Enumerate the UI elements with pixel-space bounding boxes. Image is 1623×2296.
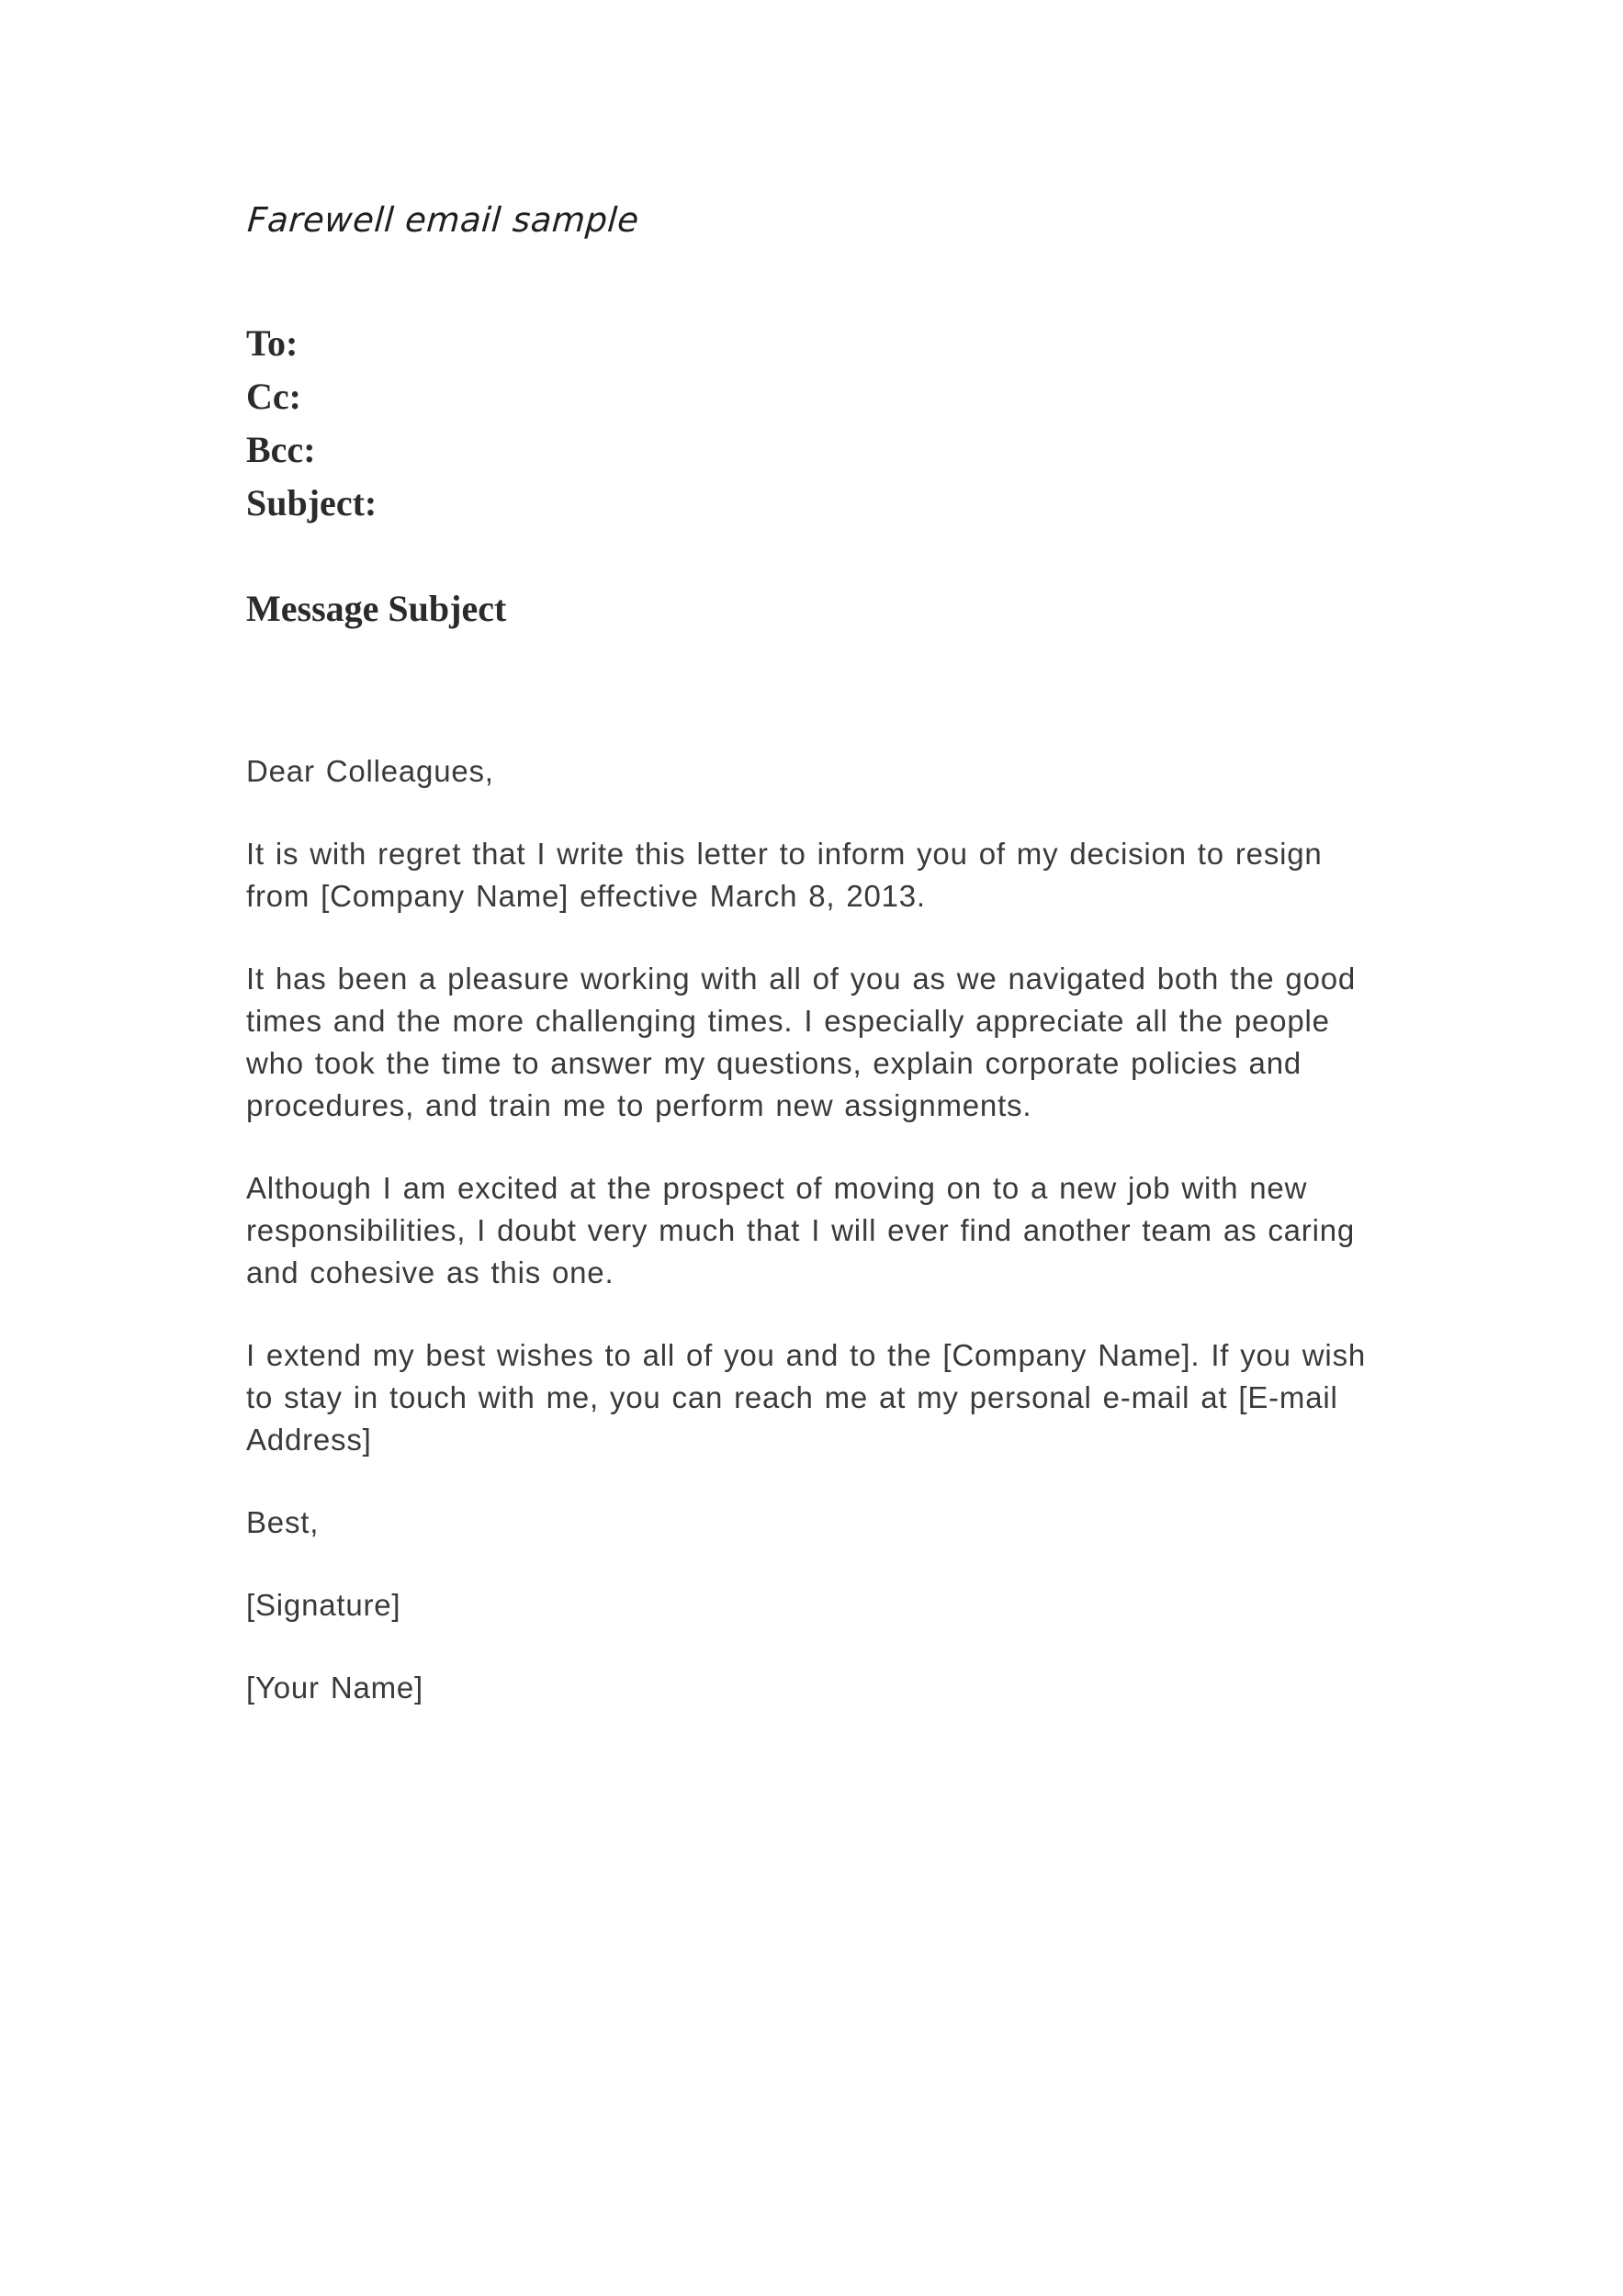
salutation: Dear Colleagues, (246, 754, 494, 788)
letter-body (246, 750, 1390, 1709)
cc-field-label: Cc: (246, 376, 301, 417)
paragraph-team: Although I am excited at the prospect of moving on to a new job with new responsibilities, I doubt very much that I will ever find another team as caring and cohesive as this one. (246, 1171, 1356, 1289)
signature-placeholder: [Signature] (246, 1588, 401, 1622)
bcc-field-label: Bcc: (246, 429, 316, 470)
email-header-fields (246, 317, 1390, 530)
closing: Best, (246, 1505, 320, 1539)
subject-field-label: Subject: (246, 482, 378, 523)
message-subject-heading: Message Subject (246, 588, 507, 629)
to-field-label: To: (246, 322, 299, 364)
paragraph-resignation: It is with regret that I write this letter to inform you of my decision to resign from [Company Name] effective March 8, 2013. (246, 837, 1323, 913)
document-content (246, 0, 1390, 1709)
document-title: Farewell email sample (246, 200, 641, 240)
paragraph-best-wishes: I extend my best wishes to all of you and to the [Company Name]. If you wish to stay in touch with me, you can reach me at my personal e-mail at [E-mail Address] (246, 1338, 1367, 1457)
paragraph-appreciation: It has been a pleasure working with all of you as we navigated both the good times and the more challenging times. I especially appreciate all the people who took the time to answer my questions, explain corporate policies and procedures, and train me to perform new assignments. (246, 962, 1357, 1122)
name-placeholder: [Your Name] (246, 1671, 424, 1705)
